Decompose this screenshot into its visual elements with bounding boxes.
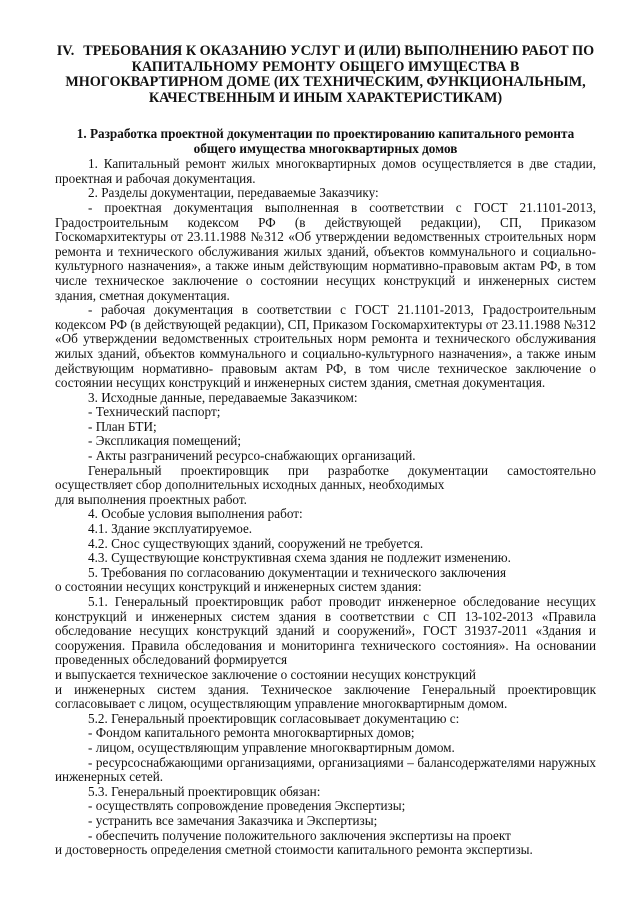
list-item-acts: - Акты разграничений ресурсо-снабжающих организаций.	[88, 448, 416, 464]
paragraph-5: 5. Требования по согласованию документации и технического заключения	[88, 564, 507, 580]
list-item-explication: - Экспликация помещений;	[88, 433, 242, 449]
paragraph-general-designer: Генеральный проектировщик при разработке документации самостоятельно осуществляет сбор дополнительных исходных данных, необходимых	[55, 462, 596, 493]
paragraph-5-2: 5.2. Генеральный проектировщик согласовывает документацию с:	[88, 710, 460, 726]
list-item-bti-plan: - План БТИ;	[88, 418, 157, 434]
list-item-fund: - Фондом капитального ремонта многоквартирных домов;	[88, 725, 415, 741]
section-heading	[55, 44, 596, 106]
paragraph-2: 2. Разделы документации, передаваемые Заказчику:	[88, 185, 379, 201]
paragraph-project-docs: - проектная документация выполненная в соответствии с ГОСТ 21.1101-2013, Градостроительным кодексом РФ (в действующей редакции), СП, Приказом Госкомархитектуры от 23.11.1988 №312 «Об утверждении ведомственных строительных норм ремонта и технического обслуживания жилых зданий, объектов коммунального и социально-культурного назначения», а также иным действующим нормативно-правовым актам РФ, в том числе техническое заключение о состоянии несущих конструкций и инженерных систем здания, сметная документация.	[55, 199, 596, 303]
list-item-remarks: - устранить все замечания Заказчика и Экспертизы;	[88, 812, 378, 828]
list-item-positive-conclusion: - обеспечить получение положительного заключения экспертизы на проект	[88, 827, 511, 843]
subsection-title: 1. Разработка проектной документации по проектированию капитального ремонта общего имущества многоквартирных домов	[76, 126, 575, 156]
paragraph-5-cont: о состоянии несущих конструкций и инженерных систем здания:	[55, 579, 422, 595]
paragraph-working-docs: - рабочая документация в соответствии с ГОСТ 21.1101-2013, Градостроительным кодексом РФ (в действующей редакции), СП, Приказом Госкомархитектуры от 23.11.1988 №312 «Об утверждении ведомственных строительных норм ремонта и технического обслуживания жилых зданий, объектов коммунального и социально-культурного назначения», а также иным действующим нормативно- правовым актам РФ, в том числе техническое заключение о состоянии несущих конструкций и инженерных систем здания, сметная документация.	[55, 302, 596, 391]
list-item-resource-orgs: - ресурсоснабжающими организациями, организациями – балансодержателями наружных инженерных сетей.	[55, 754, 596, 785]
paragraph-5-1-cont-b: и инженерных систем здания. Техническое заключение Генеральный проектировщик согласовывает с лицом, осуществляющим управление многоквартирным домом.	[55, 681, 596, 712]
section-title: ТРЕБОВАНИЯ К ОКАЗАНИЮ УСЛУГ И (ИЛИ) ВЫПОЛНЕНИЮ РАБОТ ПО КАПИТАЛЬНОМУ РЕМОНТУ ОБЩЕГО ИМУЩЕСТВА В МНОГОКВАРТИРНОМ ДОМЕ (ИХ ТЕХНИЧЕСКИМ, ФУНКЦИОНАЛЬНЫМ, КАЧЕСТВЕННЫМ И ИНЫМ ХАРАКТЕРИСТИКАМ)	[65, 43, 595, 106]
paragraph-4: 4. Особые условия выполнения работ:	[88, 506, 303, 522]
section-number: IV.	[56, 43, 75, 59]
paragraph-1: 1. Капитальный ремонт жилых многоквартирных домов осуществляется в две стадии, проектная и рабочая документация.	[55, 156, 596, 186]
list-item-tech-passport: - Технический паспорт;	[88, 404, 221, 420]
paragraph-4-2: 4.2. Снос существующих зданий, сооружений не требуется.	[88, 535, 424, 551]
paragraph-4-3: 4.3. Существующие конструктивная схема здания не подлежит изменению.	[88, 550, 511, 566]
paragraph-3: 3. Исходные данные, передаваемые Заказчиком:	[88, 389, 358, 405]
list-item-management: - лицом, осуществляющим управление многоквартирным домом.	[88, 739, 455, 755]
list-item-support: - осуществлять сопровождение проведения Экспертизы;	[88, 798, 406, 814]
paragraph-4-1: 4.1. Здание эксплуатируемое.	[88, 521, 253, 537]
paragraph-5-1-cont-a: и выпускается техническое заключение о состоянии несущих конструкций	[55, 666, 476, 682]
paragraph-general-designer-cont: для выполнения проектных работ.	[55, 491, 247, 507]
paragraph-5-3: 5.3. Генеральный проектировщик обязан:	[88, 783, 321, 799]
paragraph-5-1: 5.1. Генеральный проектировщик работ проводит инженерное обследование несущих конструкций и инженерных систем здания в соответствии с СП 13-102-2013 «Правила обследование несущих конструкций зданий и сооружений», ГОСТ 31937-2011 «Здания и сооружения. Правила обследования и мониторинга технического состояния». На основании проведенных обследований формируется	[55, 594, 596, 668]
paragraph-final: и достоверность определения сметной стоимости капитального ремонта экспертизы.	[55, 842, 533, 858]
